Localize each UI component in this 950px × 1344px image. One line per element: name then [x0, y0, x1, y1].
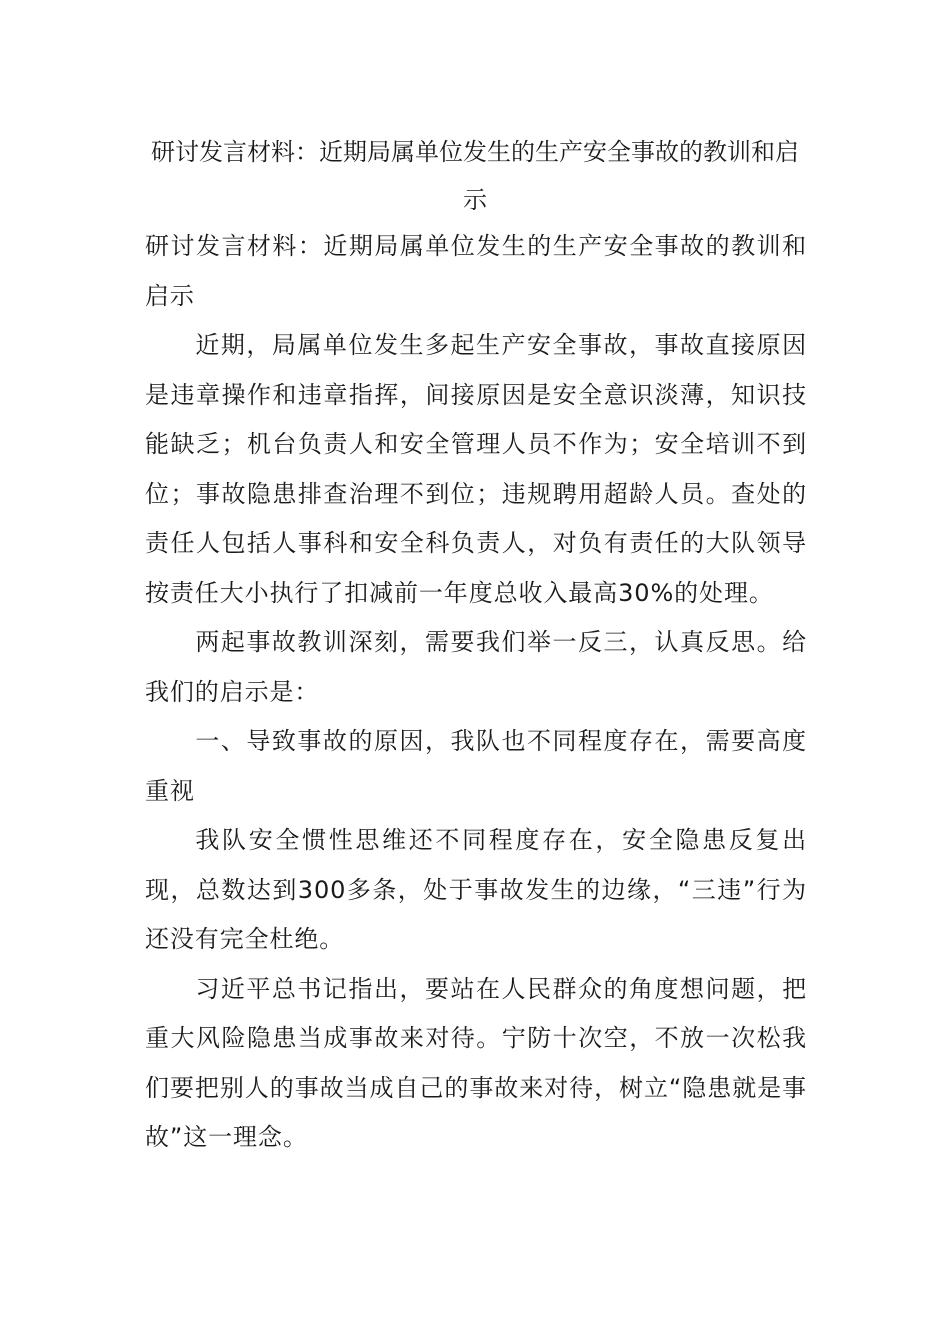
- document-body: [145, 222, 807, 1163]
- paragraph-team-hazards: 我队安全惯性思维还不同程度存在，安全隐患反复出现，总数达到300多条，处于事故发生的边缘，“三违”行为还没有完全杜绝。: [145, 826, 807, 953]
- paragraph-lessons-intro: 两起事故教训深刻，需要我们举一反三，认真反思。给我们的启示是：: [145, 628, 807, 706]
- section-heading-one: 一、导致事故的原因，我队也不同程度存在，需要高度重视: [145, 727, 807, 805]
- repeated-title-paragraph: 研讨发言材料：近期局属单位发生的生产安全事故的教训和启示: [145, 232, 807, 310]
- document-title: 研讨发言材料：近期局属单位发生的生产安全事故的教训和启示: [151, 138, 799, 214]
- paragraph-xi-quote: 习近平总书记指出，要站在人民群众的角度想问题，把重大风险隐患当成事故来对待。宁防十次空，不放一次松我们要把别人的事故当成自己的事故来对待，树立“隐患就是事故”这一理念。: [145, 974, 807, 1151]
- paragraph-accident-causes: 近期，局属单位发生多起生产安全事故，事故直接原因是违章操作和违章指挥，间接原因是安全意识淡薄，知识技能缺乏；机台负责人和安全管理人员不作为；安全培训不到位；事故隐患排查治理不到位；违规聘用超龄人员。查处的责任人包括人事科和安全科负责人，对负有责任的大队领导按责任大小执行了扣减前一年度总收入最高30%的处理。: [145, 331, 807, 607]
